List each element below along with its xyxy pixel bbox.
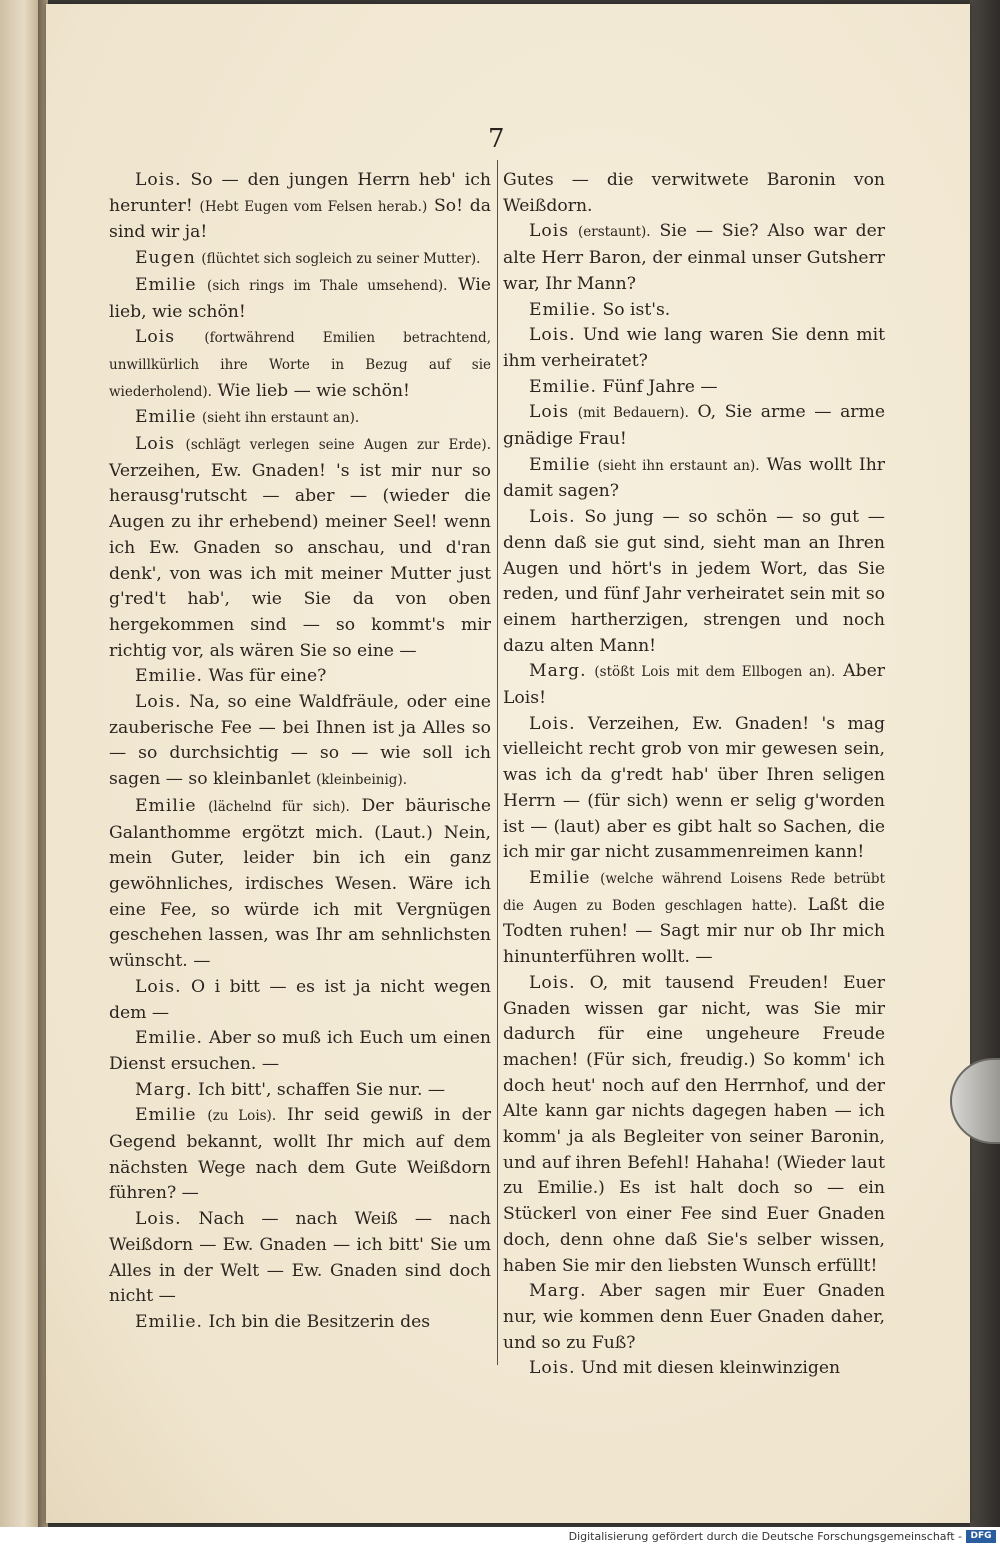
dialogue-paragraph: [109, 246, 491, 273]
stage-direction: (sieht ihn erstaunt an).: [201, 410, 360, 427]
dialogue-paragraph: [109, 432, 491, 664]
spoken-text: Aber Lois!: [503, 661, 885, 709]
dialogue-paragraph: [503, 298, 885, 324]
spoken-text: So — den jungen Herrn heb' ich herunter!: [109, 170, 492, 216]
spoken-text: O, Sie arme — arme gnädige Frau!: [503, 402, 885, 450]
dialogue-paragraph: [503, 971, 885, 1279]
spoken-text: Nach — nach Weiß — nach Weißdorn — Ew. Gnaden — ich bitt' Sie um Alles in der Welt — Ew. Gnaden sind doch nicht —: [109, 1209, 491, 1307]
spoken-text: O i bitt — es ist ja nicht wegen dem —: [109, 976, 491, 1023]
footer: [0, 1527, 1000, 1547]
stage-direction: (zu Lois).: [207, 1108, 277, 1125]
speaker-name: Emilie.: [135, 1311, 203, 1332]
spoken-text: O, mit tausend Freuden! Euer Gnaden wissen gar nicht, was Sie mir dadurch für eine ungeheure Freude machen! (Für sich, freudig.) So komm' ich doch heut' noch auf den Herrnhof, und der Alte kann gar nichts dagegen haben — ich komm' ja als Begleiter von seiner Baronin, und auf ihren Befehl! Hahaha! (Wieder laut zu Emilie.) Es ist halt doch so — ein Stückerl von einer Fee sind Euer Gnaden doch, denn ohne daß Sie's selber wissen, haben Sie mir den liebsten Wunsch erfüllt!: [503, 972, 885, 1276]
speaker-name: Emilie: [135, 407, 197, 428]
speaker-name: Lois: [135, 434, 176, 455]
speaker-name: Emilie.: [529, 376, 597, 397]
dialogue-paragraph: [503, 659, 885, 711]
dialogue-paragraph: [109, 1310, 491, 1336]
stage-direction: (stößt Lois mit dem Ellbogen an).: [594, 664, 836, 681]
stage-direction: (kleinbeinig).: [316, 772, 408, 789]
speaker-name: Lois.: [529, 325, 576, 346]
page-number: 7: [488, 124, 505, 154]
dialogue-paragraph: [109, 690, 491, 794]
spoken-text: Gutes — die verwitwete Baronin von Weißdorn.: [503, 170, 885, 216]
dialogue-paragraph: [503, 1279, 885, 1356]
dialogue-paragraph: [503, 1356, 885, 1382]
footer-text: Digitalisierung gefördert durch die Deutsche Forschungsgemeinschaft -: [568, 1530, 962, 1543]
speaker-name: Lois.: [529, 507, 576, 528]
spoken-text: Was wollt Ihr damit sagen?: [503, 454, 885, 502]
stage-direction: (flüchtet sich sogleich zu seiner Mutter).: [201, 251, 481, 268]
stage-direction: (sich rings im Thale umsehend).: [207, 277, 448, 294]
spoken-text: Aber so muß ich Euch um einen Dienst ersuchen. —: [109, 1028, 492, 1074]
spoken-text: So jung — so schön — so gut — denn daß sie gut sind, sieht man an Ihren Augen und hört's in jedem Wort, das Sie reden, und fünf Jahr verheiratet sein mit so einem hartherzigen, strengen und noch dazu alten Mann!: [503, 507, 885, 656]
spoken-text: So ist's.: [602, 299, 671, 320]
speaker-name: Emilie.: [135, 1028, 203, 1049]
dialogue-paragraph: [503, 866, 885, 971]
dialogue-paragraph: [109, 405, 491, 432]
spoken-text: Ihr seid gewiß in der Gegend bekannt, wollt Ihr mich auf dem nächsten Wege nach dem Gute Weißdorn führen? —: [109, 1105, 492, 1204]
speaker-name: Emilie: [135, 1105, 197, 1126]
speaker-name: Marg.: [529, 661, 587, 682]
dialogue-paragraph: [109, 325, 491, 405]
dialogue-paragraph: [109, 1026, 491, 1077]
speaker-name: Lois.: [135, 170, 182, 190]
spoken-text: Ich bitt', schaffen Sie nur. —: [198, 1079, 446, 1100]
speaker-name: Lois.: [135, 1209, 182, 1230]
dialogue-paragraph: [109, 975, 491, 1026]
dialogue-paragraph: [503, 375, 885, 401]
spoken-text: Fünf Jahre —: [602, 376, 718, 397]
speaker-name: Marg.: [529, 1281, 587, 1302]
stage-direction: (lächelnd für sich).: [208, 798, 350, 815]
dialogue-paragraph: [109, 1078, 491, 1104]
speaker-name: Lois: [135, 327, 176, 348]
dialogue-paragraph: [109, 1103, 491, 1207]
spoken-text: Der bäurische Galanthomme ergötzt mich. (Laut.) Nein, mein Guter, leider bin ich ein ganz gewöhnliches, irdisches Wesen. Wäre ich eine Fee, so würde ich mit Vergnügen geschehen lassen, was Ihr am sehnlichsten wünscht. —: [109, 795, 491, 972]
spoken-text: Ich bin die Besitzerin des: [208, 1311, 431, 1332]
stage-direction: (welche während Loisens Rede betrübt die Augen zu Boden geschlagen hatte).: [503, 870, 885, 914]
stage-direction: (mit Bedauern).: [577, 405, 689, 422]
speaker-name: Emilie.: [135, 666, 203, 687]
spoken-text: Wie lieb — wie schön!: [217, 380, 410, 401]
stage-direction: (schlägt verlegen seine Augen zur Erde).: [185, 437, 491, 454]
stage-direction: (erstaunt).: [578, 224, 651, 241]
spoken-text: So! da sind wir ja!: [109, 195, 491, 243]
spoken-text: Sie — Sie? Also war der alte Herr Baron, der einmal unser Gutsherr war, Ihr Mann?: [503, 221, 886, 294]
dialogue-paragraph: [503, 505, 885, 659]
speaker-name: Lois.: [529, 972, 576, 993]
speaker-name: Marg.: [135, 1079, 193, 1100]
dialogue-paragraph: [109, 1207, 491, 1310]
speaker-name: Lois.: [529, 713, 576, 734]
speaker-name: Lois: [529, 221, 570, 242]
spoken-text: Und mit diesen kleinwinzigen: [581, 1358, 841, 1379]
speaker-name: Emilie: [529, 454, 591, 475]
stage-direction: (fortwährend Emilien betrachtend, unwillkürlich ihre Worte in Bezug auf sie wiederholend).: [109, 330, 491, 400]
column-rule: [497, 160, 498, 1365]
dialogue-paragraph: [109, 664, 491, 690]
dfg-logo: DFG: [966, 1530, 996, 1543]
spoken-text: Was für eine?: [208, 666, 327, 687]
spoken-text: Verzeihen, Ew. Gnaden! 's mag vielleicht recht grob von mir gewesen sein, was ich da g'redt hab' über Ihren seligen Herrn — (für sich) wenn er selig g'worden ist — (laut) aber es gibt halt so Sachen, die ich mir gar nicht zusammenreimen kann!: [503, 713, 885, 863]
dialogue-paragraph: [109, 273, 491, 325]
stage-direction: (sieht ihn erstaunt an).: [597, 457, 760, 474]
dialogue-paragraph: [503, 400, 885, 452]
dialogue-paragraph: [503, 219, 885, 297]
spoken-text: Laßt die Todten ruhen! — Sagt mir nur ob Ihr mich hinunterführen wollt. —: [503, 894, 885, 968]
speaker-name: Emilie.: [529, 299, 597, 320]
stage-direction: (Hebt Eugen vom Felsen herab.): [199, 198, 428, 215]
dialogue-paragraph: [503, 453, 885, 505]
speaker-name: Lois.: [135, 692, 182, 713]
speaker-name: Eugen: [135, 248, 196, 269]
spoken-text: Na, so eine Waldfräule, oder eine zauberische Fee — bei Ihnen ist ja Alles so — so durchsichtig — so — wie soll ich sagen — so kleinbanlet: [109, 692, 491, 790]
speaker-name: Emilie: [529, 867, 591, 888]
spoken-text: Verzeihen, Ew. Gnaden! 's ist mir nur so herausg'rutscht — aber — (wieder die Augen zu ihr erhebend) meiner Seel! wenn ich Ew. Gnaden so anschau, und d'ran denk', von was ich mit meiner Mutter just g'red't hab', wie Sie da von oben hergekommen sind — so kommt's mir richtig vor, als wären Sie so eine —: [109, 460, 491, 661]
spoken-text: Und wie lang waren Sie denn mit ihm verheiratet?: [503, 325, 885, 371]
left-column: [109, 168, 491, 1336]
dialogue-paragraph: [503, 712, 885, 866]
spoken-text: Wie lieb, wie schön!: [109, 274, 491, 322]
speaker-name: Lois.: [529, 1358, 576, 1379]
left-page-edge: [0, 0, 40, 1527]
dialogue-paragraph: [109, 794, 491, 975]
dialogue-paragraph: [503, 168, 885, 219]
speaker-name: Lois.: [135, 976, 182, 997]
speaker-name: Emilie: [135, 274, 197, 295]
speaker-name: Lois: [529, 402, 570, 423]
speaker-name: Emilie: [135, 795, 197, 816]
spoken-text: Aber sagen mir Euer Gnaden nur, wie kommen denn Euer Gnaden daher, und so zu Fuß?: [503, 1281, 885, 1353]
dialogue-paragraph: [109, 168, 491, 246]
right-column: [503, 168, 885, 1382]
page-right-edge: [970, 0, 1000, 1527]
dialogue-paragraph: [503, 323, 885, 374]
